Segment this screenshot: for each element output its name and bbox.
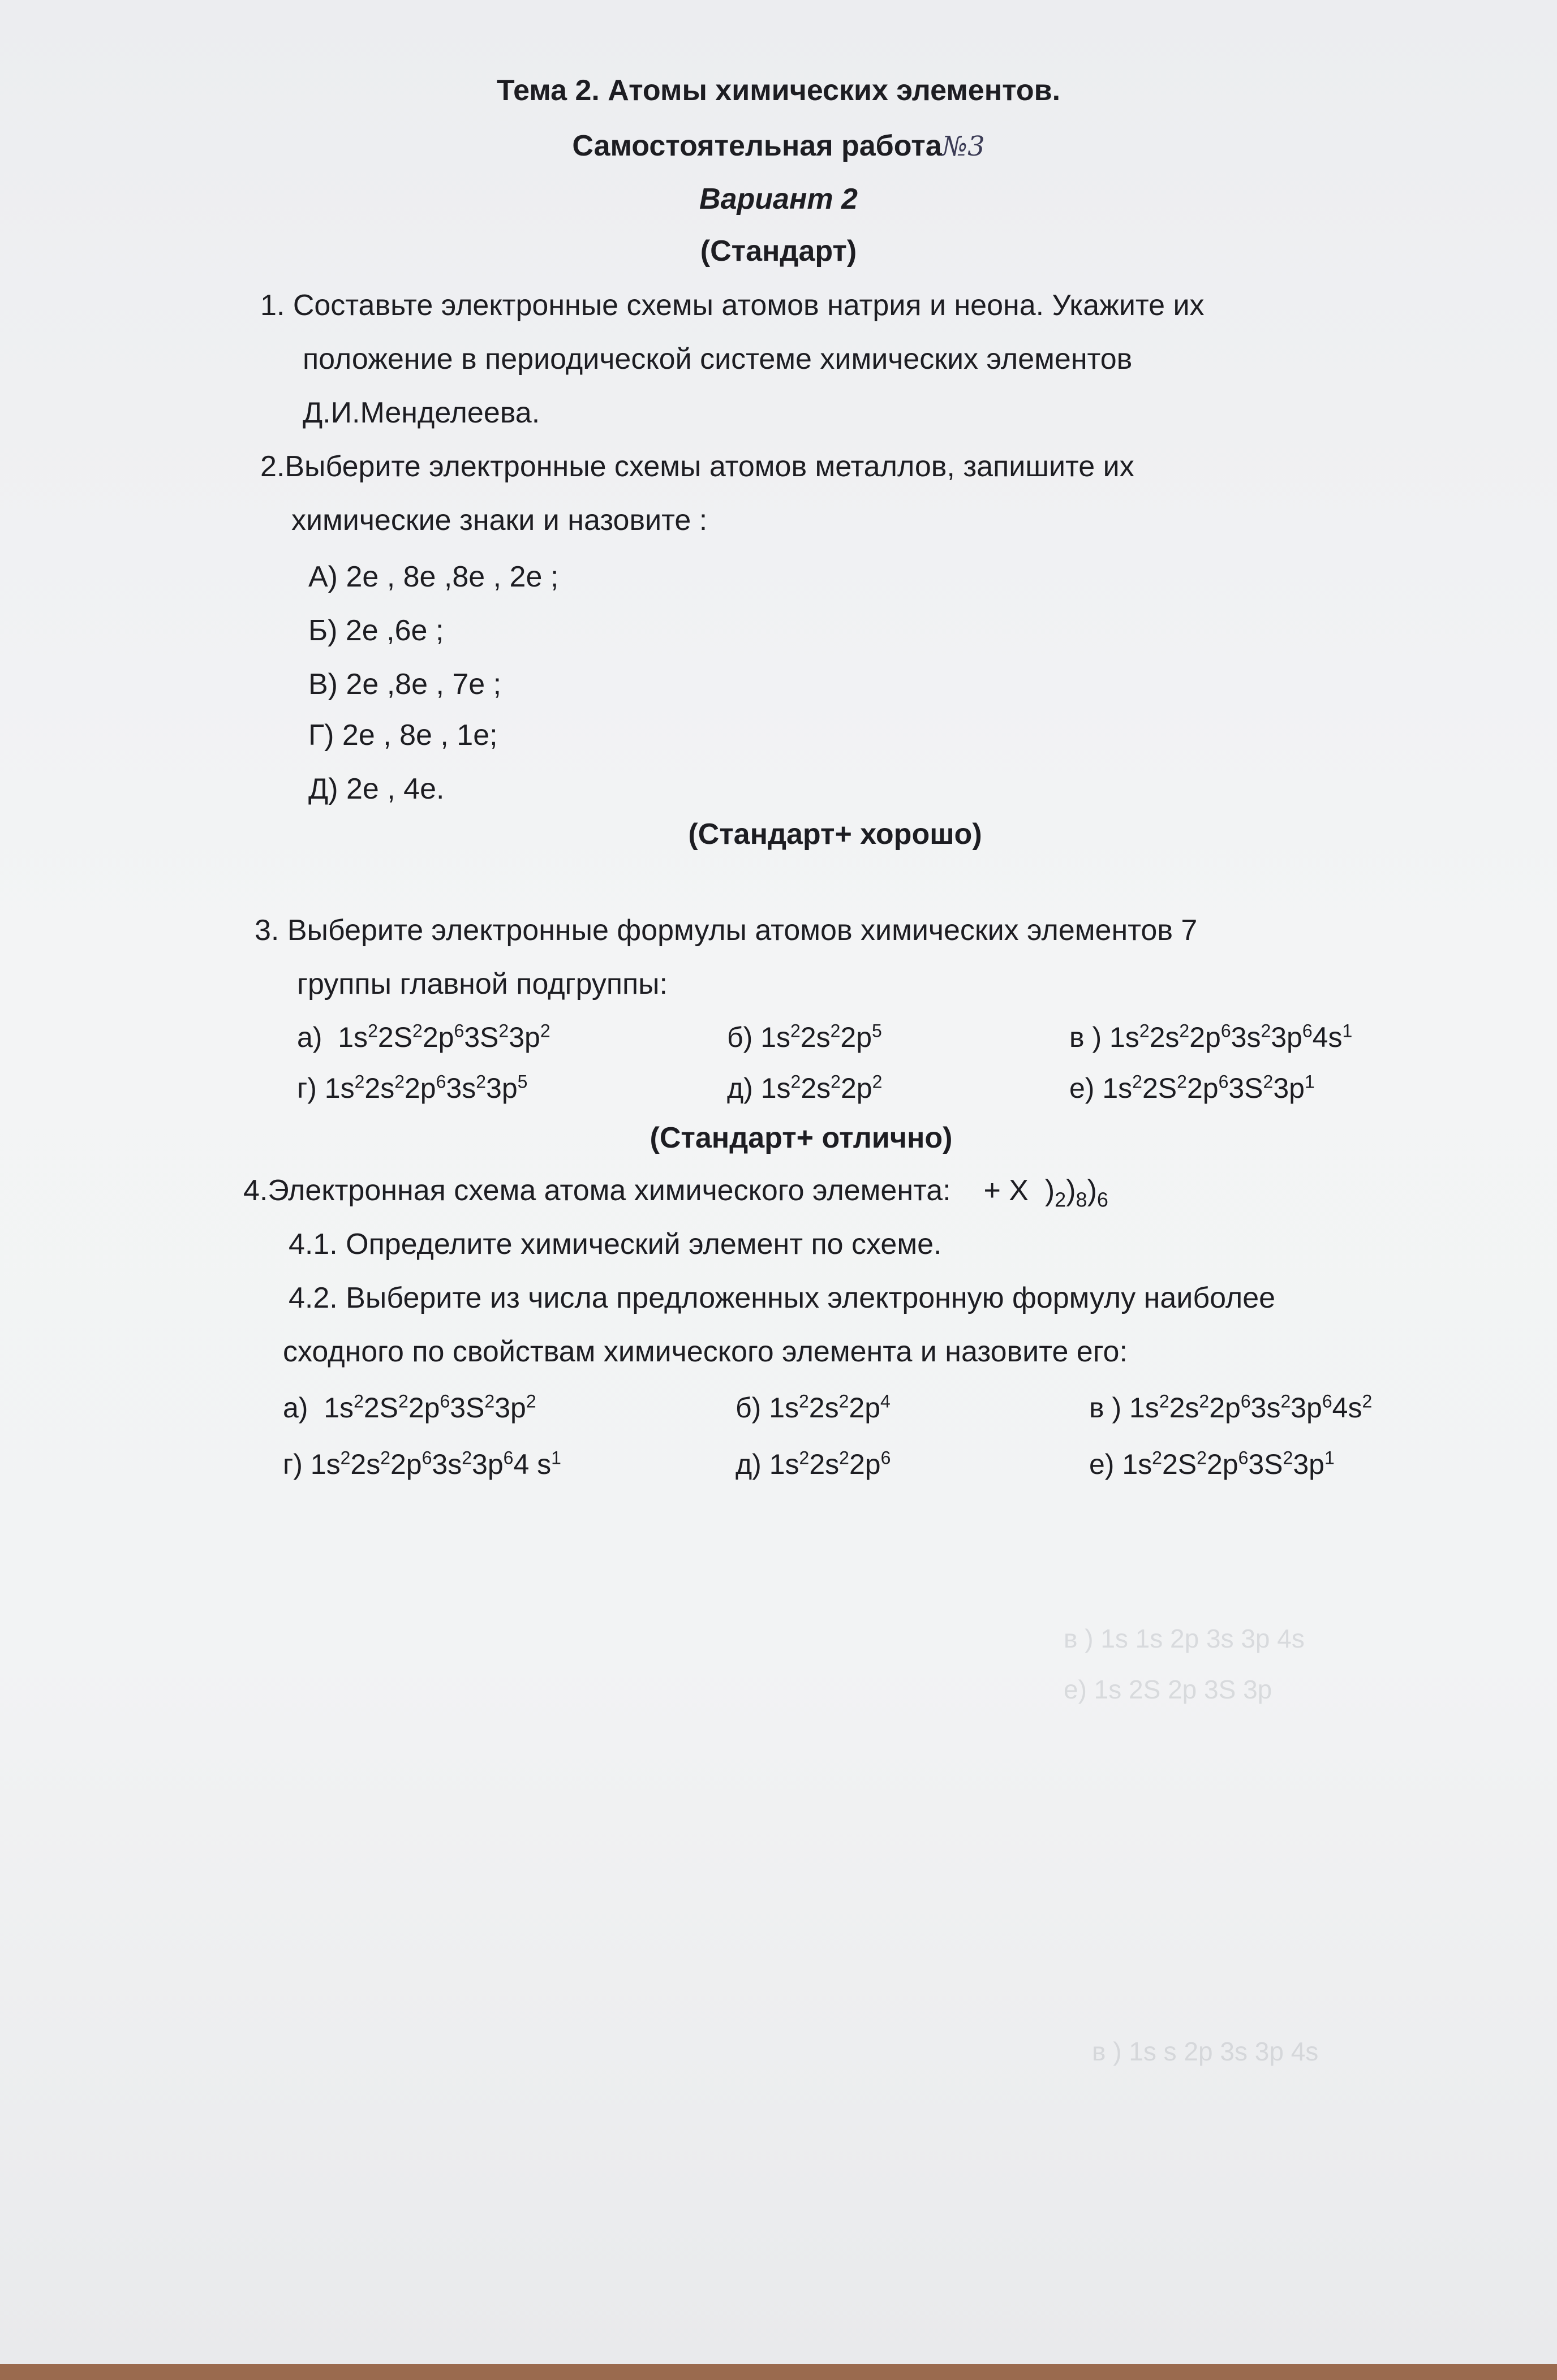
work-title (0, 129, 1557, 163)
q3-option-v: в ) $1s^22s^22p^63s^23p^64s^1$ (1069, 1020, 1353, 1053)
q4-option-a: а) $1s^22S^22p^63S^23p^2$ (283, 1391, 536, 1424)
q4-sub2-line2: сходного по свойствам химического элемента и назовите его: (283, 1335, 1128, 1368)
q3-line2: группы главной подгруппы: (297, 968, 668, 1001)
q2-option-g: Г) 2е , 8е , 1е; (308, 719, 498, 752)
q1-line2: положение в периодической системе химических элементов (303, 343, 1133, 376)
q3-option-e: е) $1s^22S^22p^63S^23p^1$ (1069, 1071, 1315, 1104)
q4-option-v: в ) $1s^22s^22p^63s^23p^64s^2$ (1089, 1391, 1373, 1424)
show-through-text: в ) 1s s 2p 3s 3p 4s (1092, 2037, 1319, 2066)
q2-option-b: Б) 2е ,6е ; (308, 614, 444, 647)
level-good: (Стандарт+ хорошо) (688, 818, 982, 851)
theme-title: Тема 2. Атомы химических элементов. (496, 74, 1061, 107)
show-through-text: е) 1s 2S 2p 3S 3p (1064, 1675, 1272, 1704)
work-title-text: Самостоятельная работа (572, 130, 942, 162)
q2-option-a: А) 2е , 8е ,8е , 2е ; (308, 560, 559, 593)
q2-option-d: Д) 2е , 4е. (308, 773, 445, 805)
q3-option-g: г) $1s^22s^22p^63s^23p^5$ (297, 1071, 528, 1104)
variant-title: Вариант 2 (699, 183, 858, 215)
q2-option-v: В) 2е ,8е , 7е ; (308, 668, 502, 701)
q4-option-g: г) $1s^22s^22p^63s^23p^64$ $s^1$ (283, 1447, 561, 1480)
level-standard: (Стандарт) (700, 235, 857, 268)
q3-option-b: б) $1s^22s^22p^5$ (727, 1020, 882, 1053)
show-through-text: в ) 1s 1s 2p 3s 3p 4s (1064, 1624, 1305, 1653)
q1-line3: Д.И.Менделеева. (303, 396, 540, 429)
q4-sub2-line1: 4.2. Выберите из числа предложенных электронную формулу наиболее (289, 1282, 1276, 1314)
q4-option-d: д) $1s^22s^22p^6$ (736, 1447, 891, 1480)
q2-line1: 2.Выберите электронные схемы атомов металлов, запишите их (260, 450, 1134, 483)
q4-sub1: 4.1. Определите химический элемент по схеме. (289, 1228, 942, 1261)
level-excellent: (Стандарт+ отлично) (650, 1122, 953, 1154)
q4-option-b: б) $1s^22s^22p^4$ (736, 1391, 891, 1424)
q4-option-e: е) $1s^22S^22p^63S^23p^1$ (1089, 1447, 1335, 1480)
q3-option-d: д) $1s^22s^22p^2$ (727, 1071, 883, 1104)
q4-line1: 4.Электронная схема атома химического элемента: + X )$_2)_8)_6$ (243, 1174, 1108, 1211)
q3-option-a: а) $1s^22S^22p^63S^23p^2$ (297, 1020, 550, 1053)
q3-line1: 3. Выберите электронные формулы атомов химических элементов 7 (255, 914, 1198, 947)
work-number-handwritten: №3 (941, 131, 985, 162)
q1-line1: 1. Составьте электронные схемы атомов натрия и неона. Укажите их (260, 289, 1205, 322)
q2-line2: химические знаки и назовите : (291, 504, 708, 537)
